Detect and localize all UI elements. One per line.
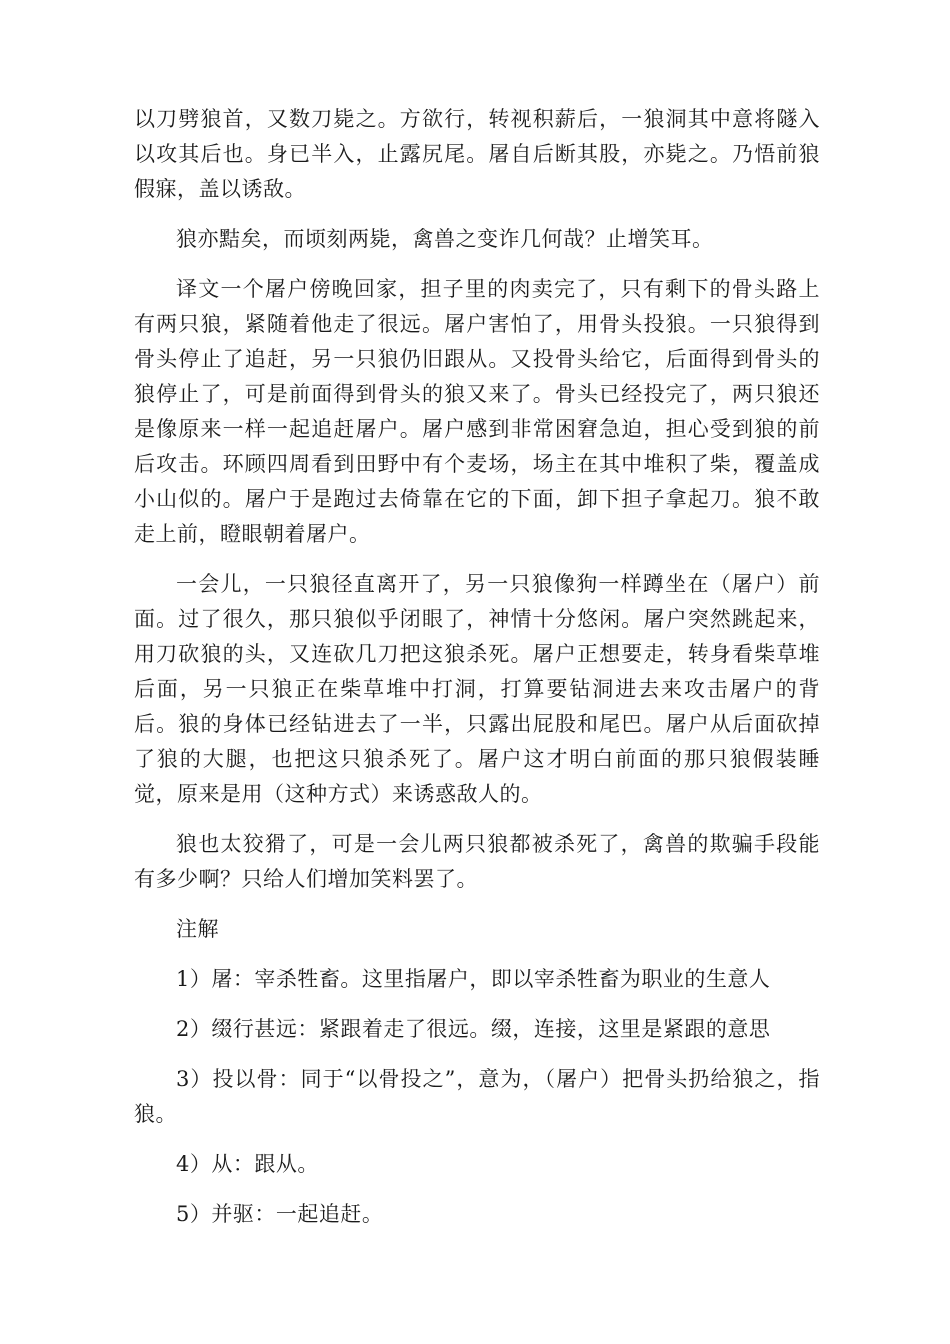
paragraph-translation-2: 一会儿，一只狼径直离开了，另一只狼像狗一样蹲坐在（屠户）前面。过了很久，那只狼似乎闭眼了，神情十分悠闲。屠户突然跳起来，用刀砍狼的头，又连砍几刀把这狼杀死。屠户正想要走，转身看柴草堆后面，另一只狼正在柴草堆中打洞，打算要钻洞进去来攻击屠户的背后。狼的身体已经钻进去了一半，只露出屁股和尾巴。屠户从后面砍掉了狼的大腿，也把这只狼杀死了。屠户这才明白前面的那只狼假装睡觉，原来是用（这种方式）来诱惑敌人的。 [134,572,820,806]
paragraph-translation-3: 狼也太狡猾了，可是一会儿两只狼都被杀死了，禽兽的欺骗手段能有多少啊？只给人们增加笑料罢了。 [134,832,820,891]
document-page [134,102,820,1247]
paragraph-original-text: 以刀劈狼首，又数刀毙之。方欲行，转视积薪后，一狼洞其中意将隧入以攻其后也。身已半入，止露尻尾。屠自后断其股，亦毙之。乃悟前狼假寐，盖以诱敌。 [134,107,820,201]
note-item-2: 2）缀行甚远：紧跟着走了很远。缀，连接，这里是紧跟的意思 [176,1017,771,1041]
note-item-3: 3）投以骨：同于“以骨投之”，意为，（屠户）把骨头扔给狼之，指狼。 [134,1067,820,1126]
paragraph-original-conclusion: 狼亦黠矣，而顷刻两毙，禽兽之变诈几何哉？止增笑耳。 [176,227,714,251]
note-item-5: 5）并驱：一起追赶。 [176,1202,384,1226]
paragraph-translation-1: 译文一个屠户傍晚回家，担子里的肉卖完了，只有剩下的骨头路上有两只狼，紧随着他走了很远。屠户害怕了，用骨头投狼。一只狼得到骨头停止了追赶，另一只狼仍旧跟从。又投骨头给它，后面得到骨头的狼停止了，可是前面得到骨头的狼又来了。骨头已经投完了，两只狼还是像原来一样一起追赶屠户。屠户感到非常困窘急迫，担心受到狼的前后攻击。环顾四周看到田野中有个麦场，场主在其中堆积了柴，覆盖成小山似的。屠户于是跑过去倚靠在它的下面，卸下担子拿起刀。狼不敢走上前，瞪眼朝着屠户。 [134,277,820,546]
notes-heading: 注解 [176,917,219,941]
note-item-1: 1）屠：宰杀牲畜。这里指屠户，即以宰杀牲畜为职业的生意人 [176,967,771,991]
note-item-4: 4）从：跟从。 [176,1152,319,1176]
